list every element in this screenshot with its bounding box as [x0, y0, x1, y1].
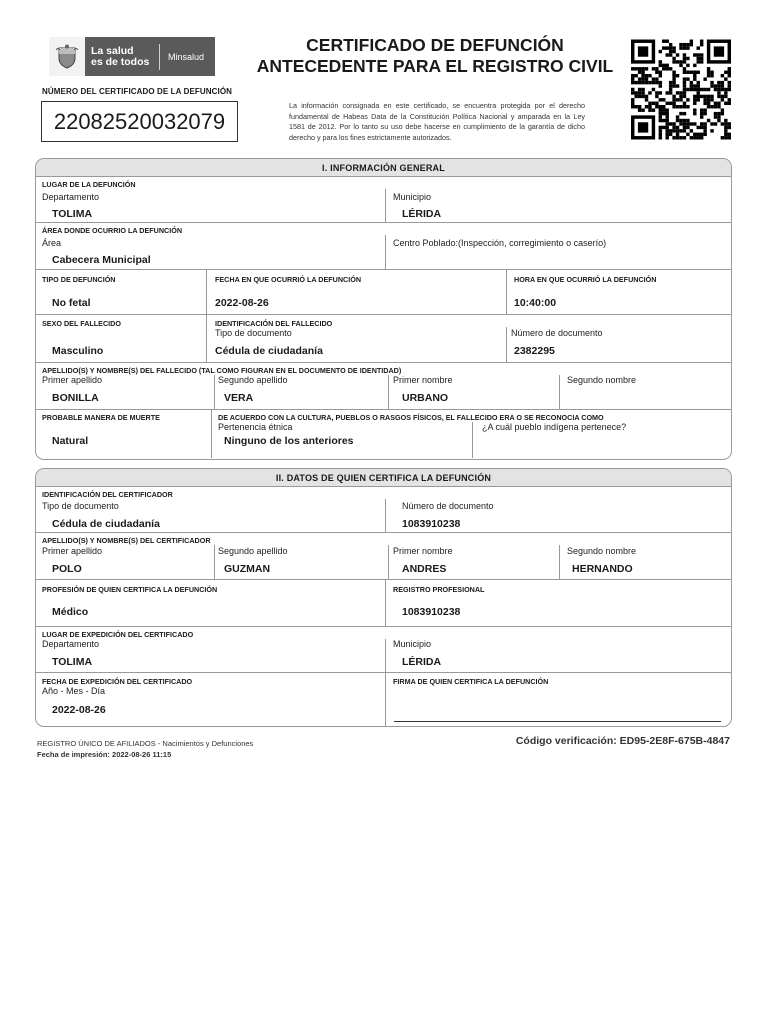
- field-label: PROFESIÓN DE QUIEN CERTIFICA LA DEFUNCIÓN: [42, 585, 218, 594]
- divider: [559, 545, 560, 579]
- cert-tipo-doc-value: Cédula de ciudadanía: [52, 518, 160, 530]
- verification-code: Código verificación: ED95-2E8F-675B-4847: [515, 735, 730, 747]
- exp-municipio-value: LÉRIDA: [402, 656, 442, 668]
- field-sublabel: Departamento: [42, 639, 100, 649]
- row-lugar-exp: [36, 627, 731, 673]
- legal-notice: La información consignada en este certificado, se encuentra protegida por el derecho fundamental de Habeas Data de la Constitución Política Nacional y amparada en la Ley 1581 de 2012. Por lo tanto su uso debe hacerse en cumplimiento de la garantía de dicho derecho y para los fines estrictamente autorizados.: [289, 101, 585, 142]
- field-sublabel: Primer apellido: [42, 375, 103, 385]
- field-label: IDENTIFICACIÓN DEL CERTIFICADOR: [42, 490, 173, 499]
- tipo-value: No fetal: [52, 297, 91, 309]
- primer-nombre-value: URBANO: [402, 392, 449, 404]
- row-tipo-fecha-hora: [36, 270, 731, 315]
- manera-value: Natural: [52, 435, 89, 447]
- registro-value: 1083910238: [402, 606, 461, 618]
- departamento-value: TOLIMA: [52, 208, 93, 220]
- field-label: LUGAR DE LA DEFUNCIÓN: [42, 180, 136, 189]
- row-profesion: [36, 580, 731, 627]
- section-general-info: [35, 158, 732, 460]
- cert-primer-apellido-value: POLO: [52, 563, 82, 575]
- divider: [506, 270, 507, 314]
- section-certifier: [35, 468, 732, 727]
- divider: [385, 499, 386, 532]
- divider: [206, 315, 207, 362]
- qr-code-icon: [631, 38, 731, 141]
- segundo-apellido-value: VERA: [224, 392, 254, 404]
- area-value: Cabecera Municipal: [52, 254, 151, 266]
- document-title: CERTIFICADO DE DEFUNCIÓN ANTECEDENTE PARA EL REGISTRO CIVIL: [256, 35, 614, 76]
- fecha-exp-value: 2022-08-26: [52, 704, 106, 716]
- cert-segundo-apellido-value: GUZMAN: [224, 563, 271, 575]
- field-label: SEXO DEL FALLECIDO: [42, 319, 121, 328]
- field-sublabel: Municipio: [393, 192, 432, 202]
- field-sublabel: Año - Mes - Día: [42, 686, 106, 696]
- field-sublabel: Segundo nombre: [567, 546, 637, 556]
- row-fecha-firma: [36, 673, 731, 726]
- footer-print-date: Fecha de impresión: 2022-08-26 11:15: [37, 750, 172, 759]
- document-header: [0, 0, 768, 150]
- field-sublabel: Segundo apellido: [218, 546, 288, 556]
- exp-departamento-value: TOLIMA: [52, 656, 93, 668]
- divider: [214, 375, 215, 409]
- num-doc-value: 2382295: [514, 345, 555, 357]
- field-sublabel: Departamento: [42, 192, 100, 202]
- field-label: APELLIDO(S) Y NOMBRE(S) DEL CERTIFICADOR: [42, 536, 211, 545]
- field-sublabel: Segundo nombre: [567, 375, 637, 385]
- divider: [506, 327, 507, 362]
- tipo-doc-value: Cédula de ciudadanía: [215, 345, 323, 357]
- field-label: APELLIDO(S) Y NOMBRE(S) DEL FALLECIDO (TAL COMO FIGURAN EN EL DOCUMENTO DE IDENTIDAD): [42, 366, 402, 375]
- divider: [388, 375, 389, 409]
- divider: [214, 545, 215, 579]
- field-sublabel: Tipo de documento: [215, 328, 292, 338]
- municipio-value: LÉRIDA: [402, 208, 442, 220]
- field-label: IDENTIFICACIÓN DEL FALLECIDO: [215, 319, 333, 328]
- field-label: HORA EN QUE OCURRIÓ LA DEFUNCIÓN: [514, 275, 657, 284]
- field-sublabel: Área: [42, 238, 62, 248]
- divider: [385, 189, 386, 222]
- cert-num-doc-value: 1083910238: [402, 518, 461, 530]
- cert-segundo-nombre-value: HERNANDO: [572, 563, 633, 575]
- field-label: PROBABLE MANERA DE MUERTE: [42, 413, 160, 422]
- signature-cell: [385, 673, 732, 726]
- field-sublabel: Pertenencia étnica: [218, 422, 293, 432]
- field-sublabel: Primer apellido: [42, 546, 103, 556]
- field-label: FECHA DE EXPEDICIÓN DEL CERTIFICADO: [42, 677, 193, 686]
- row-area: [36, 223, 731, 270]
- fecha-value: 2022-08-26: [215, 297, 269, 309]
- field-sublabel: Número de documento: [511, 328, 603, 338]
- field-sublabel: ¿A cuál pueblo indígena pertenece?: [482, 422, 627, 432]
- logo-slogan: La salud es de todos: [91, 44, 150, 68]
- field-label: FIRMA DE QUIEN CERTIFICA LA DEFUNCIÓN: [393, 677, 549, 686]
- minsalud-logo: [49, 37, 215, 76]
- field-label: TIPO DE DEFUNCIÓN: [42, 275, 116, 284]
- field-sublabel: Centro Poblado:(Inspección, corregimiento o caserío): [393, 238, 607, 248]
- row-manera-etnia: [36, 410, 731, 458]
- divider: [385, 235, 386, 269]
- divider: [388, 545, 389, 579]
- section-title: II. DATOS DE QUIEN CERTIFICA LA DEFUNCIÓN: [36, 469, 731, 487]
- row-lugar: [36, 177, 731, 223]
- field-sublabel: Municipio: [393, 639, 432, 649]
- primer-apellido-value: BONILLA: [52, 392, 99, 404]
- hora-value: 10:40:00: [514, 297, 557, 309]
- field-sublabel: Segundo apellido: [218, 375, 288, 385]
- field-label: REGISTRO PROFESIONAL: [393, 585, 485, 594]
- footer-info: [37, 738, 253, 760]
- divider: [206, 270, 207, 314]
- divider: [559, 375, 560, 409]
- signature-line: [394, 721, 721, 722]
- field-sublabel: Tipo de documento: [42, 501, 119, 511]
- etnica-value: Ninguno de los anteriores: [224, 435, 354, 447]
- row-sexo-ident: [36, 315, 731, 363]
- footer-registry: REGISTRO ÚNICO DE AFILIADOS - Nacimientos y Defunciones: [37, 739, 254, 748]
- divider: [211, 410, 212, 458]
- field-sublabel: Primer nombre: [393, 546, 453, 556]
- sexo-value: Masculino: [52, 345, 104, 357]
- divider: [472, 422, 473, 458]
- row-ident-cert: [36, 487, 731, 533]
- field-label: LUGAR DE EXPEDICIÓN DEL CERTIFICADO: [42, 630, 194, 639]
- divider: [385, 580, 386, 626]
- cert-number: 22082520032079: [41, 101, 238, 142]
- coat-of-arms-icon: [49, 37, 85, 76]
- row-nombres-cert: [36, 533, 731, 580]
- field-sublabel: Número de documento: [402, 501, 494, 511]
- field-label: DE ACUERDO CON LA CULTURA, PUEBLOS O RASGOS FÍSICOS, EL FALLECIDO ERA O SE RECONOCIA COMO: [218, 413, 604, 422]
- section-title: I. INFORMACIÓN GENERAL: [36, 159, 731, 177]
- cert-primer-nombre-value: ANDRES: [402, 563, 447, 575]
- divider: [385, 639, 386, 672]
- cert-number-label: NÚMERO DEL CERTIFICADO DE LA DEFUNCIÓN: [42, 87, 233, 96]
- field-label: ÁREA DONDE OCURRIO LA DEFUNCIÓN: [42, 226, 183, 235]
- field-sublabel: Primer nombre: [393, 375, 453, 385]
- profesion-value: Médico: [52, 606, 89, 618]
- row-nombres: [36, 363, 731, 410]
- field-label: FECHA EN QUE OCURRIÓ LA DEFUNCIÓN: [215, 275, 362, 284]
- logo-ministry: Minsalud: [168, 51, 205, 62]
